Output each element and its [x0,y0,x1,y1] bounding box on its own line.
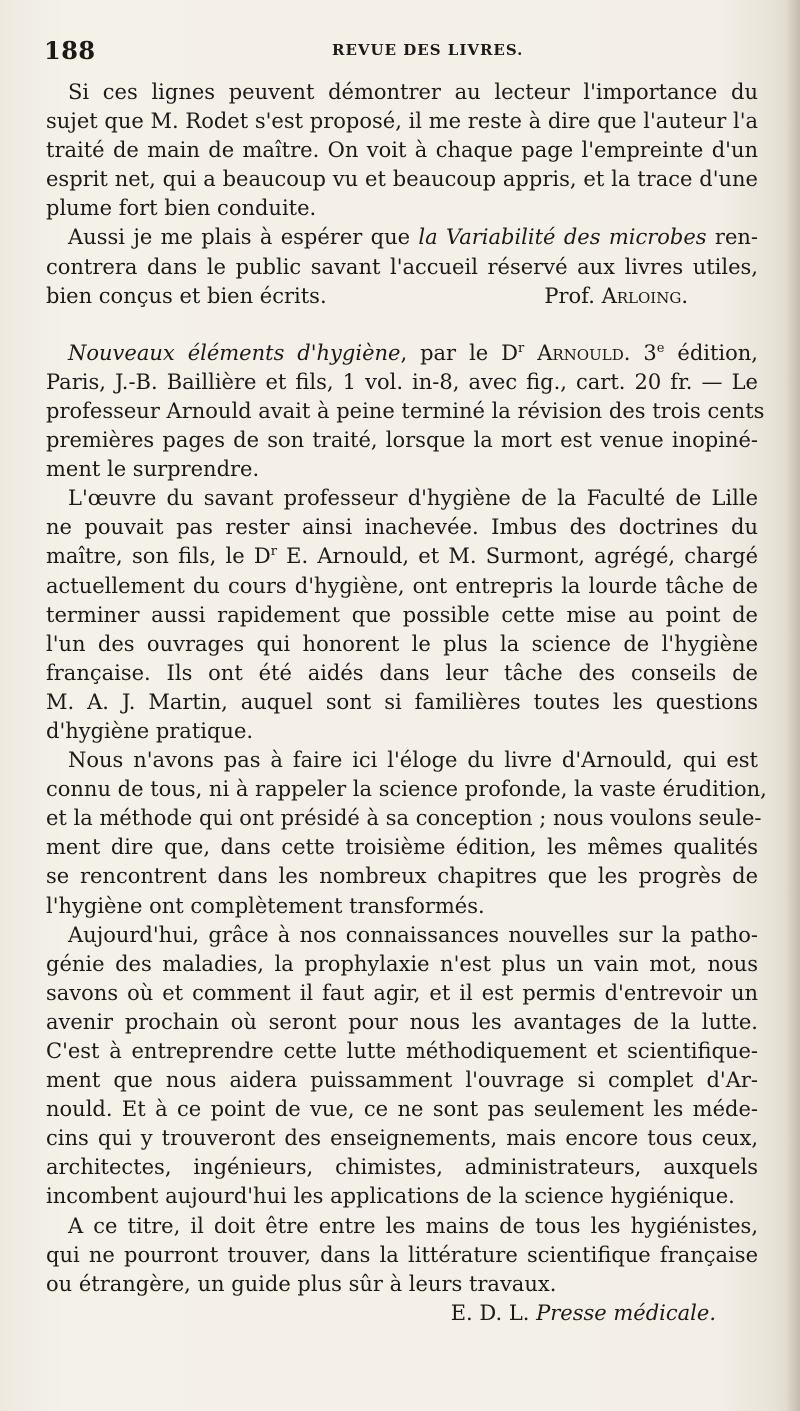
text-line: C'est à entreprendre cette lutte méthodiquement et scientifique- [46,1039,758,1063]
running-title: REVUE DES LIVRES. [332,41,524,59]
text-line: qui ne pourront trouver, dans la littérature scientifique française [46,1242,758,1267]
signature-source: Presse médicale. [536,1300,716,1325]
superscript: r [270,544,277,560]
text-line: plume fort bien conduite. [46,196,317,221]
superscript: r [518,340,525,356]
signature-name: Arloing. [601,283,688,308]
text-line: contrera dans le public savant l'accueil réservé aux livres utiles, [46,254,758,279]
text-line: sujet que M. Rodet s'est proposé, il me reste à dire que l'auteur l'a [46,109,758,134]
text-fragment: Aussi je me plais à espérer que [68,225,419,250]
text-line: ment le surprendre. [46,457,260,482]
section-gap [46,311,758,339]
text-line: professeur Arnould avait à peine terminé la révision des trois cents [46,398,765,423]
review-author: Arnould. [537,340,631,365]
text-line: l'un des ouvrages qui honorent le plus la science de l'hygiène [46,631,758,656]
text-line [46,223,758,252]
book-title-italic: la Variabilité des microbes [418,225,707,250]
superscript: e [656,340,665,356]
reviewer-signature [544,282,688,311]
page-edge-shadow [786,0,800,1411]
text-line: Si ces lignes peuvent démontrer au lecteur l'importance du [68,80,758,104]
text-line: traité de main de maître. On voit à chaque page l'empreinte d'un [46,138,758,163]
text-line [46,542,758,571]
review-signature [46,1299,758,1328]
review-title-line [46,339,758,368]
review-book-title: Nouveaux éléments d'hygiène [68,340,401,365]
text-line: actuellement du cours d'hygiène, ont entrepris la lourde tâche de [46,573,758,598]
text-line: Paris, J.-B. Baillière et fils, 1 vol. in-8, avec fig., cart. 20 fr. — Le [46,369,758,394]
text-line: M. A. J. Martin, auquel sont si familières toutes les questions [46,689,758,714]
text-line: cins qui y trouveront des enseignements, mais encore tous ceux, [46,1126,758,1151]
text-line: A ce titre, il doit être entre les mains de tous les hygiénistes, [68,1213,758,1238]
text-line: ou étrangère, un guide plus sûr à leurs travaux. [46,1271,557,1296]
text-line-with-signature [46,282,758,311]
text-line: incombent aujourd'hui les applications de la science hygiénique. [46,1184,735,1209]
text-line: architectes, ingénieurs, chimistes, administrateurs, auxquels [46,1155,758,1180]
text-line: Aujourd'hui, grâce à nos connaissances nouvelles sur la patho- [68,922,758,947]
text-line: et la méthode qui ont présidé à sa conception ; nous voulons seule- [46,806,762,831]
text-fragment: ren- [706,225,759,250]
page-body [46,78,767,1328]
text-fragment: 3 [630,340,657,365]
signature-prefix: Prof. [544,283,602,308]
text-line: nould. Et à ce point de vue, ce ne sont pas seulement les méde- [46,1097,758,1122]
text-line: génie des maladies, la prophylaxie n'est plus un vain mot, nous [46,951,758,976]
text-fragment: E. Arnould, et M. Surmont, agrégé, chargé [276,544,758,569]
text-line: ne pouvait pas rester ainsi inachevée. Imbus des doctrines du [46,515,758,540]
text-line: se rencontrent dans les nombreux chapitres que les progrès de [46,864,758,889]
text-line: Nous n'avons pas à faire ici l'éloge du livre d'Arnould, qui est [68,748,758,773]
text-line: savons où et comment il faut agir, et il est permis d'entrevoir un [46,980,758,1005]
page-header [44,36,764,66]
text-fragment: édition, [664,340,758,365]
signature-initials: E. D. L. [450,1300,530,1325]
text-line: ment que nous aidera puissamment l'ouvrage si complet d'Ar- [46,1068,758,1093]
text-line: l'hygiène ont complètement transformés. [46,893,485,918]
text-line: connu de tous, ni à rappeler la science profonde, la vaste érudition, [46,777,767,802]
text-fragment: bien conçus et bien écrits. [46,283,327,308]
text-line: premières pages de son traité, lorsque la mort est venue inopiné- [46,428,758,453]
text-line: L'œuvre du savant professeur d'hygiène de la Faculté de Lille [68,486,758,511]
page-number: 188 [44,36,96,65]
text-fragment: , par le D [400,340,519,365]
text-fragment: maître, son fils, le D [46,544,271,569]
text-line: avenir prochain où seront pour nous les avantages de la lutte. [46,1009,758,1034]
text-line: terminer aussi rapidement que possible cette mise au point de [46,602,758,627]
text-line: esprit net, qui a beaucoup vu et beaucoup appris, et la trace d'une [46,167,758,192]
text-line: française. Ils ont été aidés dans leur tâche des conseils de [46,660,758,685]
text-line: d'hygiène pratique. [46,718,254,743]
text-line: ment dire que, dans cette troisième édition, les mêmes qualités [46,835,758,860]
